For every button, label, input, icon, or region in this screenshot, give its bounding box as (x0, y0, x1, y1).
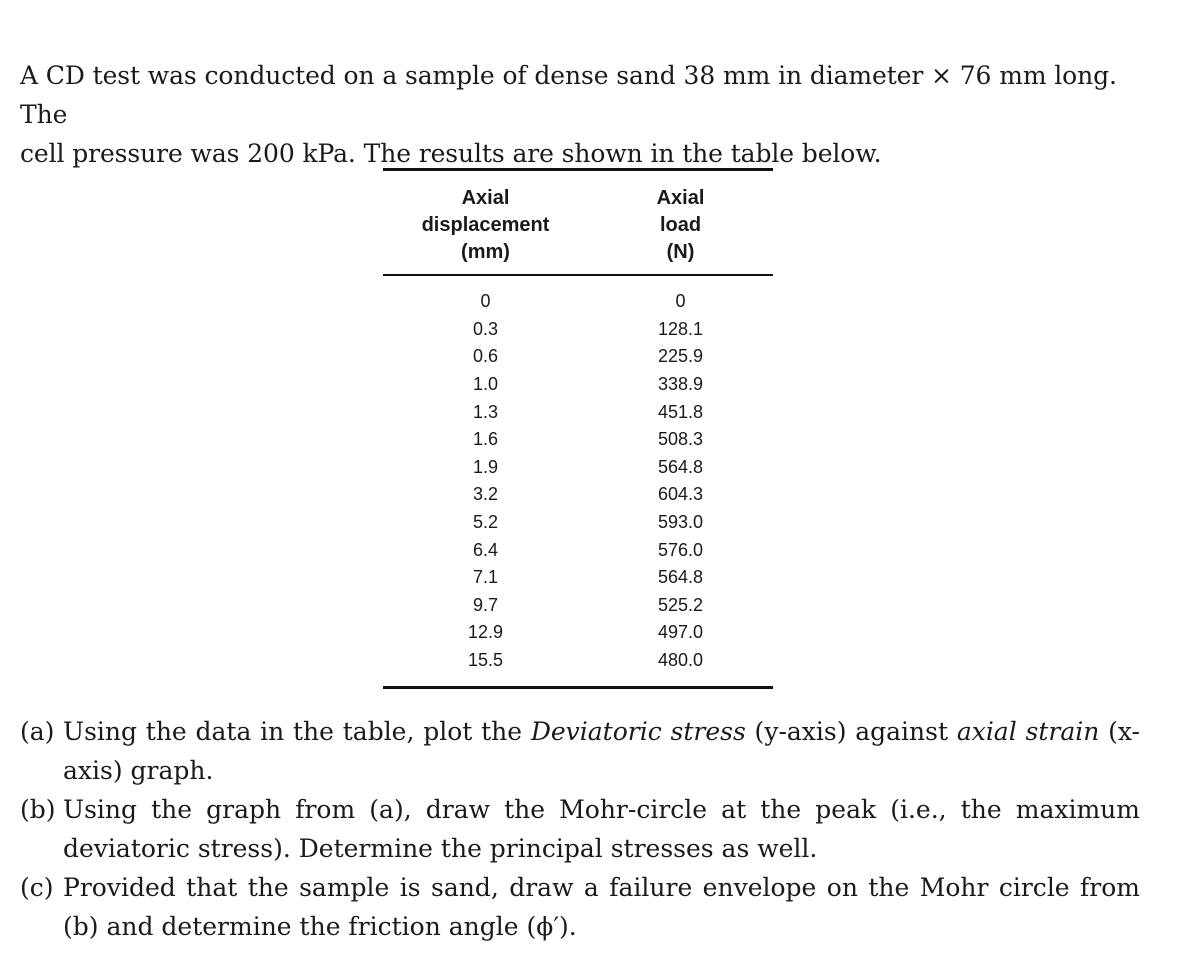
question-a: (a) Using the data in the table, plot the Deviatoric stress (y-axis) against axial strain (x-axis) graph. (20, 712, 1140, 790)
table-row (383, 316, 773, 344)
load-cell: 508.3 (657, 429, 704, 450)
displacement-cell: 15.5 (467, 650, 504, 671)
results-table (383, 168, 773, 689)
load-cell: 604.3 (657, 484, 704, 505)
displacement-cell: 0 (480, 291, 491, 312)
question-a-label: (a) (20, 717, 55, 746)
question-b-label: (b) (20, 795, 56, 824)
table-row (383, 619, 773, 647)
load-cell: 576.0 (657, 539, 704, 560)
displacement-cell: 1.3 (472, 401, 499, 422)
table-row (383, 343, 773, 371)
intro-line-2: cell pressure was 200 kPa. The results are shown in the table below. (20, 139, 882, 168)
question-c (20, 868, 1140, 946)
displacement-cell: 0.3 (472, 318, 499, 339)
load-cell: 128.1 (657, 318, 704, 339)
table-row (383, 536, 773, 564)
displacement-cell: 5.2 (472, 512, 499, 533)
table-row (383, 647, 773, 687)
load-cell: 338.9 (657, 374, 704, 395)
table-row (383, 454, 773, 482)
displacement-cell: 1.9 (472, 456, 499, 477)
table-row (383, 426, 773, 454)
questions-list (20, 712, 1140, 946)
load-cell: 225.9 (657, 346, 704, 367)
displacement-cell: 9.7 (472, 594, 499, 615)
table-row (383, 509, 773, 537)
table-row (383, 592, 773, 620)
table-row (383, 564, 773, 592)
data-table (383, 171, 773, 686)
load-cell: 564.8 (657, 567, 704, 588)
displacement-cell: 7.1 (472, 567, 499, 588)
table-row (383, 398, 773, 426)
displacement-cell: 6.4 (472, 539, 499, 560)
table-header-row (383, 171, 773, 274)
intro-line-1: A CD test was conducted on a sample of dense sand 38 mm in diameter × 76 mm long. The (20, 61, 1117, 129)
displacement-cell: 1.0 (472, 374, 499, 395)
load-cell: 564.8 (657, 456, 704, 477)
question-c-label: (c) (20, 873, 54, 902)
load-cell: 497.0 (657, 622, 704, 643)
table-bottom-rule (383, 686, 773, 689)
table-row (383, 371, 773, 399)
load-cell: 525.2 (657, 594, 704, 615)
load-cell: 0 (675, 291, 686, 312)
displacement-cell: 0.6 (472, 346, 499, 367)
question-b (20, 790, 1140, 868)
question-b-text: Using the graph from (a), draw the Mohr-circle at the peak (i.e., the maximum deviatoric stress). Determine the principal stresses as well. (63, 795, 1140, 863)
table-row (383, 276, 773, 316)
displacement-cell: 1.6 (472, 429, 499, 450)
load-cell: 451.8 (657, 401, 704, 422)
displacement-cell: 12.9 (467, 622, 504, 643)
header-axial-load: Axial load (N) (656, 187, 705, 263)
problem-intro (20, 56, 1145, 173)
question-c-text: Provided that the sample is sand, draw a failure envelope on the Mohr circle from (b) and determine the friction angle (ϕ′). (63, 873, 1140, 941)
table-row (383, 481, 773, 509)
displacement-cell: 3.2 (472, 484, 499, 505)
load-cell: 593.0 (657, 512, 704, 533)
header-axial-displacement: Axial displacement (mm) (421, 187, 550, 263)
load-cell: 480.0 (657, 650, 704, 671)
